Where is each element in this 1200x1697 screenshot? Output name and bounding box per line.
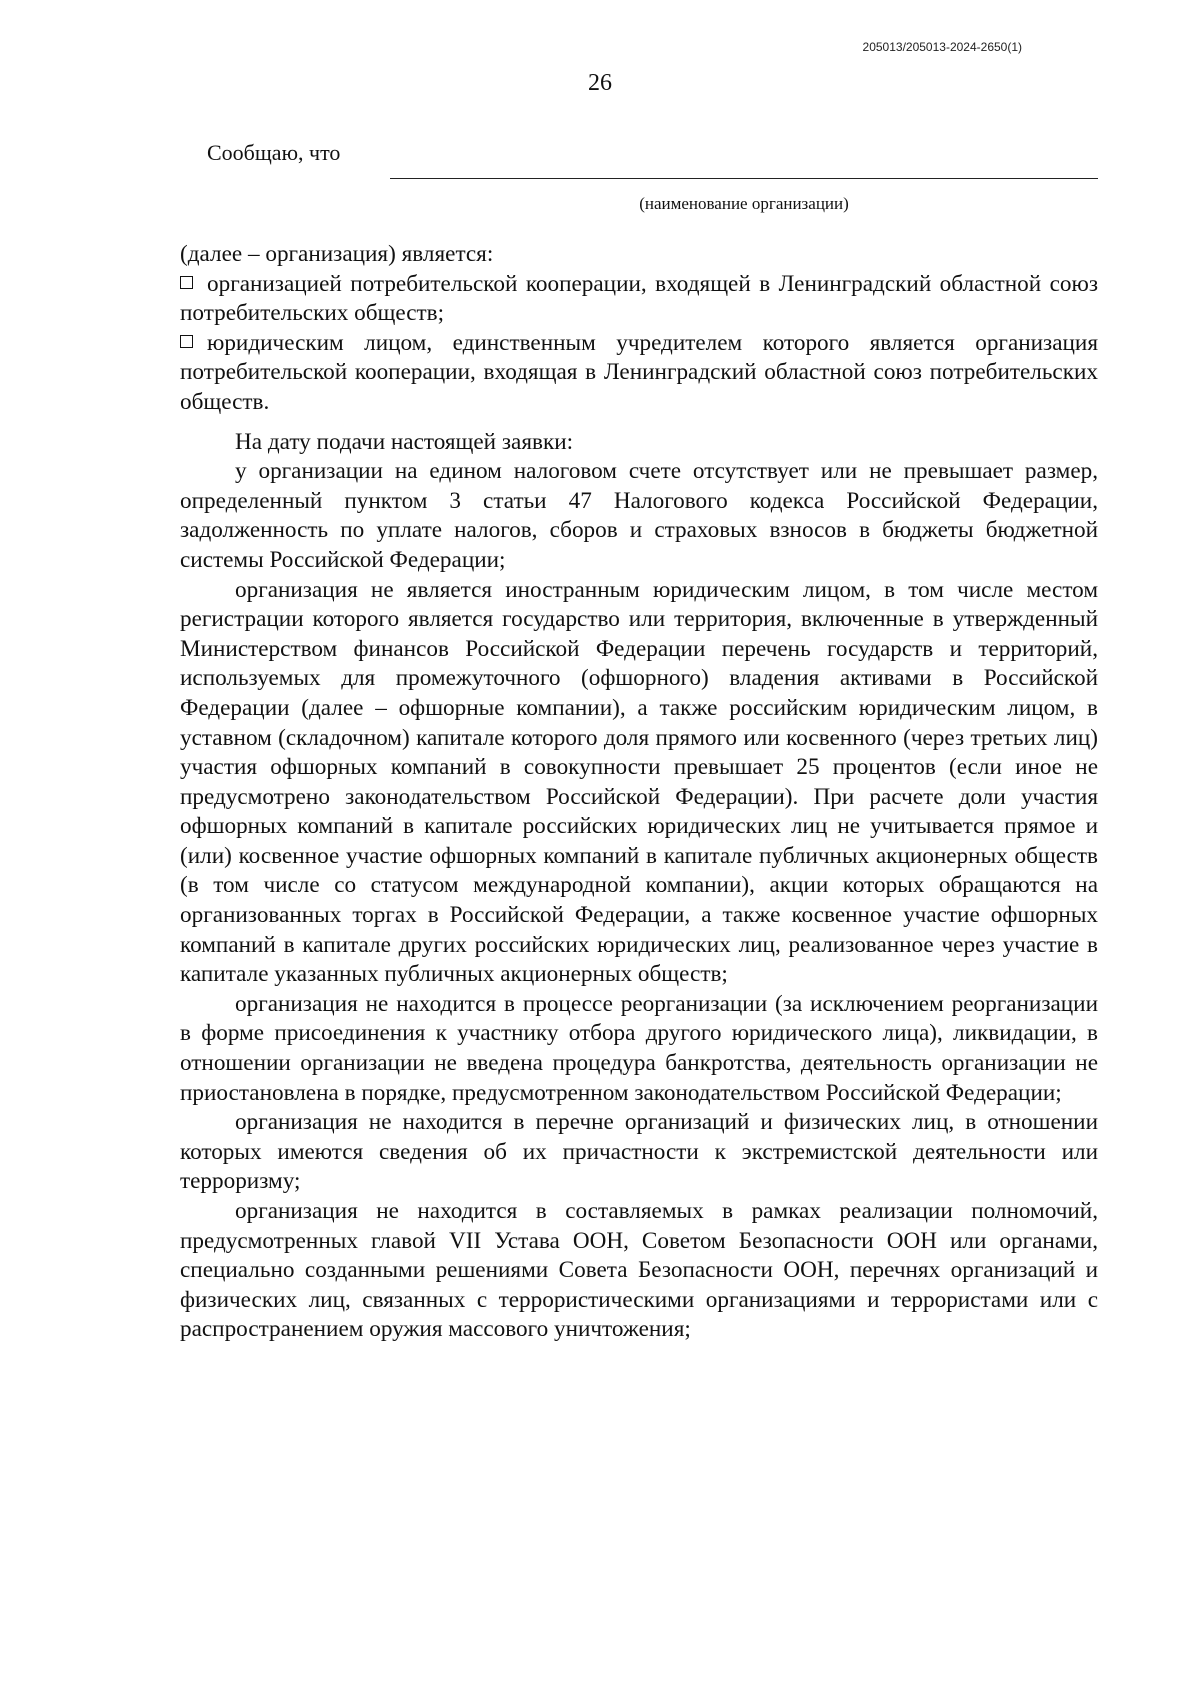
condition-tax-debt: у организации на едином налоговом счете отсутствует или не превышает размер, определенный пунктом 3 статьи 47 Налогового кодекса Российской Федерации, задолженность по уплате налогов, сборов и страховых взносов в бюджеты бюджетной системы Российской Федерации;	[180, 458, 1098, 573]
option-consumer-cooperative	[180, 270, 1098, 329]
organization-name-caption: (наименование организации)	[639, 194, 849, 213]
option-legal-entity	[180, 329, 1098, 418]
condition-reorganization: организация не находится в процессе реорганизации (за исключением реорганизации в форме присоединения к участнику отбора другого юридического лица), ликвидации, в отношении организации не введена процедура банкротства, деятельность организации не приостановлена в порядке, предусмотренном законодательством Российской Федерации;	[180, 990, 1098, 1106]
condition-extremism-list: организация не находится в перечне организаций и физических лиц, в отношении которых имеются сведения об их причастности к экстремистской деятельности или терроризму;	[180, 1109, 1098, 1195]
date-heading: На дату подачи настоящей заявки:	[235, 428, 574, 455]
report-label: Сообщаю, что	[207, 140, 341, 165]
intro-line: (далее – организация) является:	[180, 241, 494, 267]
option-text: юридическим лицом, единственным учредителем которого является организация потребительской кооперации, входящая в Ленинградский областной союз потребительских обществ.	[180, 329, 1098, 415]
checkbox-icon[interactable]	[180, 335, 193, 348]
document-body	[180, 240, 1098, 1345]
condition-offshore: организация не является иностранным юридическим лицом, в том числе местом регистрации которого является государство или территория, включенные в утвержденный Министерством финансов Российской Федерации перечень государств и территорий, используемых для промежуточного (офшорного) владения активами в Российской Федерации (далее – офшорные компании), а также российским юридическим лицом, в уставном (складочном) капитале которого доля прямого или косвенного (через третьих лиц) участия офшорных компаний в совокупности превышает 25 процентов (если иное не предусмотрено законодательством Российской Федерации). При расчете доли участия офшорных компаний в капитале российских юридических лиц не учитывается прямое и (или) косвенное участие офшорных компаний в капитале публичных акционерных обществ (в том числе со статусом международной компании), акции которых обращаются на организованных торгах в Российской Федерации, а также косвенное участие офшорных компаний в капитале других российских юридических лиц, реализованное через участие в капитале указанных публичных акционерных обществ;	[180, 576, 1098, 988]
checkbox-icon[interactable]	[180, 276, 193, 289]
document-id: 205013/205013-2024-2650(1)	[862, 40, 1022, 54]
page-number: 26	[588, 70, 612, 96]
organization-name-field[interactable]	[390, 178, 1098, 179]
option-text: организацией потребительской кооперации, входящей в Ленинградский областной союз потребительских обществ;	[180, 270, 1098, 327]
condition-un-lists: организация не находится в составляемых в рамках реализации полномочий, предусмотренных главой VII Устава ООН, Советом Безопасности ООН или органами, специально созданными решениями Совета Безопасности ООН, перечнях организаций и физических лиц, связанных с террористическими организациями и террористами или с распространением оружия массового уничтожения;	[180, 1198, 1098, 1343]
